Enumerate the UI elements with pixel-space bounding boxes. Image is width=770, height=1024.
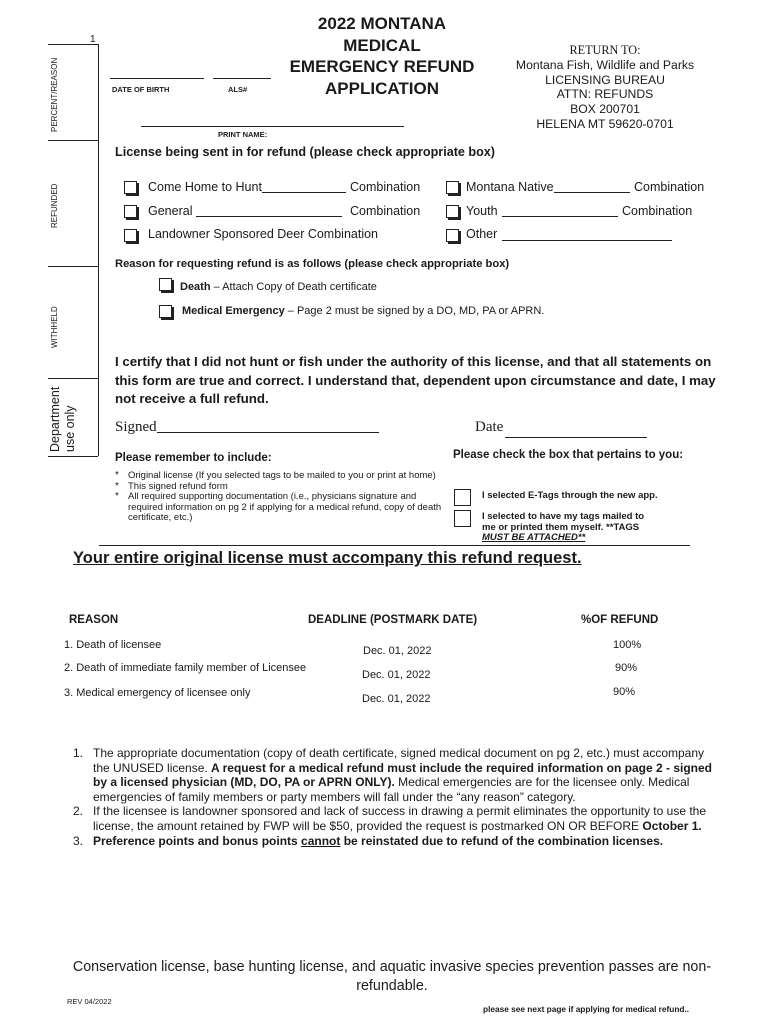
- form-title-line-2: MEDICAL: [343, 35, 421, 55]
- note-2-number: 2.: [73, 804, 84, 819]
- sidebar-top-line: [48, 44, 98, 45]
- medical-emergency-option: [182, 305, 544, 317]
- note-2-text-a: If the licensee is landowner sponsored and lack of success in drawing a permit eliminates the opportunity to use the license, the amount retained by FWP will be $50, provided the request is postmarked ON OR BEFORE: [93, 804, 707, 833]
- medical-label-bold: Medical Emergency: [182, 305, 285, 317]
- come-home-checkbox[interactable]: [124, 181, 137, 194]
- department-use-line-1: Department: [48, 386, 62, 452]
- form-title: [274, 13, 490, 99]
- address-line-2: LICENSING BUREAU: [545, 72, 665, 87]
- return-address: [505, 43, 705, 132]
- mailed-tags-line-2: me or printed them myself. **TAGS: [482, 521, 640, 533]
- note-1-text-c: Medical emergencies are for the licensee only. Medical emergencies of family members or party members will fall under the “any reason” category.: [93, 775, 690, 804]
- remember-item: * This signed refund form: [113, 482, 443, 493]
- note-2: [73, 804, 713, 833]
- non-refundable-notice: Conservation license, base hunting license, and aquatic invasive species prevention passes are non-refundable.: [72, 959, 712, 994]
- remember-item: * All required supporting documentation (i.e., physicians signature and required information on pg 2 if applying for a medical refund, copy of death certificate, etc.): [113, 492, 443, 524]
- sidebar-divider-3: [48, 378, 98, 379]
- come-home-combination: Combination: [350, 180, 421, 194]
- return-to-label: RETURN TO:: [569, 43, 641, 57]
- reason-column-header: REASON: [69, 614, 119, 626]
- etags-checkbox[interactable]: [454, 489, 471, 506]
- see-next-page-note: please see next page if applying for medical refund..: [483, 1004, 690, 1014]
- deadline-column-header: DEADLINE (POSTMARK DATE): [308, 614, 478, 626]
- landowner-label: Landowner Sponsored Deer Combination: [148, 227, 379, 241]
- note-2-text-b: October 1.: [642, 818, 702, 833]
- medical-label-rest: – Page 2 must be signed by a DO, MD, PA or APRN.: [284, 305, 545, 317]
- remember-list: [113, 471, 443, 524]
- general-checkbox[interactable]: [124, 205, 137, 218]
- note-3-number: 3.: [73, 833, 84, 848]
- print-name-label: PRINT NAME:: [218, 130, 268, 139]
- print-name-field[interactable]: [141, 126, 404, 127]
- other-checkbox[interactable]: [446, 229, 459, 242]
- mailed-tags-line-3: MUST BE ATTACHED**: [482, 532, 586, 543]
- youth-label: Youth: [466, 204, 498, 218]
- montana-native-field[interactable]: [554, 192, 630, 193]
- general-field[interactable]: [196, 216, 342, 217]
- address-line-1: Montana Fish, Wildlife and Parks: [515, 57, 695, 72]
- page-number: 1: [90, 34, 96, 45]
- signature-field[interactable]: [157, 432, 379, 433]
- revision-label: REV 04/2022: [67, 997, 112, 1006]
- death-option: [180, 281, 377, 293]
- youth-field[interactable]: [502, 216, 618, 217]
- row-deadline: Dec. 01, 2022: [362, 693, 431, 705]
- signed-label: Signed: [115, 419, 157, 435]
- mailed-tags-label: [482, 512, 644, 544]
- medical-emergency-checkbox[interactable]: [159, 305, 172, 318]
- other-label: Other: [466, 227, 498, 241]
- notes-list: [73, 746, 713, 848]
- als-number-field[interactable]: [213, 78, 271, 79]
- general-combination: Combination: [350, 204, 421, 218]
- row-reason: 1. Death of licensee: [64, 639, 162, 651]
- death-checkbox[interactable]: [159, 278, 172, 291]
- address-line-5: HELENA MT 59620-0701: [536, 116, 674, 131]
- address-line-3: ATTN: REFUNDS: [556, 87, 654, 102]
- withheld-label: WITHHELD: [50, 306, 59, 348]
- row-percent: 100%: [613, 639, 642, 651]
- come-home-label: Come Home to Hunt: [148, 180, 262, 194]
- date-of-birth-label: DATE OF BIRTH: [112, 85, 170, 94]
- sidebar-divider-1: [48, 140, 98, 141]
- sidebar-vertical-line: [98, 44, 99, 456]
- mailed-tags-checkbox[interactable]: [454, 510, 471, 527]
- death-label-rest: – Attach Copy of Death certificate: [210, 281, 377, 293]
- montana-native-label: Montana Native: [466, 180, 554, 194]
- als-number-label: ALS#: [228, 85, 248, 94]
- youth-checkbox[interactable]: [446, 205, 459, 218]
- sidebar-bottom-line: [48, 456, 98, 457]
- note-3-text-b: cannot: [301, 833, 341, 848]
- refunded-label: REFUNDED: [50, 183, 59, 228]
- department-use-line-2: use only: [63, 405, 77, 452]
- note-3-text-a: Preference points and bonus points: [93, 833, 302, 848]
- form-title-line-3: EMERGENCY REFUND: [289, 57, 475, 76]
- death-label-bold: Death: [180, 281, 211, 293]
- other-field[interactable]: [502, 240, 672, 241]
- row-reason: 3. Medical emergency of licensee only: [64, 687, 251, 699]
- form-title-line-4: APPLICATION: [325, 78, 439, 98]
- row-reason: 2. Death of immediate family member of Licensee: [64, 662, 307, 674]
- original-license-notice: Your entire original license must accompany this refund request.: [73, 549, 582, 567]
- address-line-4: BOX 200701: [570, 102, 640, 117]
- note-1-text-a: The appropriate documentation (copy of death certificate, signed medical document on pg 2, etc.) must accompany the UNUSED license.: [93, 746, 705, 775]
- note-3-text-c: be reinstated due to refund of the combination licenses.: [340, 833, 664, 848]
- section-divider: [99, 545, 690, 546]
- percent-reason-label: PERCENT/REASON: [50, 57, 59, 132]
- remember-heading: Please remember to include:: [115, 452, 272, 464]
- form-title-line-1: 2022 MONTANA: [317, 14, 447, 33]
- etags-label: I selected E-Tags through the new app.: [482, 490, 658, 501]
- row-percent: 90%: [613, 686, 636, 698]
- come-home-field[interactable]: [262, 192, 346, 193]
- note-1: [73, 746, 713, 804]
- row-deadline: Dec. 01, 2022: [362, 669, 431, 681]
- mailed-tags-line-1: I selected to have my tags mailed to: [482, 511, 645, 522]
- date-field[interactable]: [505, 437, 647, 438]
- percent-column-header: %OF REFUND: [581, 614, 659, 626]
- date-label: Date: [475, 419, 504, 435]
- note-3: [73, 834, 713, 849]
- note-1-number: 1.: [73, 746, 84, 760]
- sidebar-divider-2: [48, 266, 98, 267]
- date-of-birth-field[interactable]: [110, 78, 204, 79]
- montana-native-combination: Combination: [634, 180, 705, 194]
- youth-combination: Combination: [622, 204, 693, 218]
- tags-heading: Please check the box that pertains to you:: [453, 449, 684, 461]
- landowner-checkbox[interactable]: [124, 229, 137, 242]
- row-deadline: Dec. 01, 2022: [363, 645, 432, 657]
- reason-section-heading: Reason for requesting refund is as follows (please check appropriate box): [115, 258, 510, 270]
- note-1-text-b: A request for a medical refund must include the required information on page 2 - signed by a licensed physician (MD, DO, PA or APRN ONLY).: [93, 760, 713, 790]
- license-section-heading: License being sent in for refund (please check appropriate box): [115, 145, 495, 159]
- remember-item: * Original license (If you selected tags to be mailed to you or print at home): [113, 471, 443, 482]
- certification-statement: I certify that I did not hunt or fish under the authority of this license, and that all statements on this form are true and correct. I understand that, dependent upon circumstance and date, I may not receive a full refund.: [115, 354, 716, 406]
- row-percent: 90%: [615, 662, 638, 674]
- montana-native-checkbox[interactable]: [446, 181, 459, 194]
- general-label: General: [148, 204, 193, 218]
